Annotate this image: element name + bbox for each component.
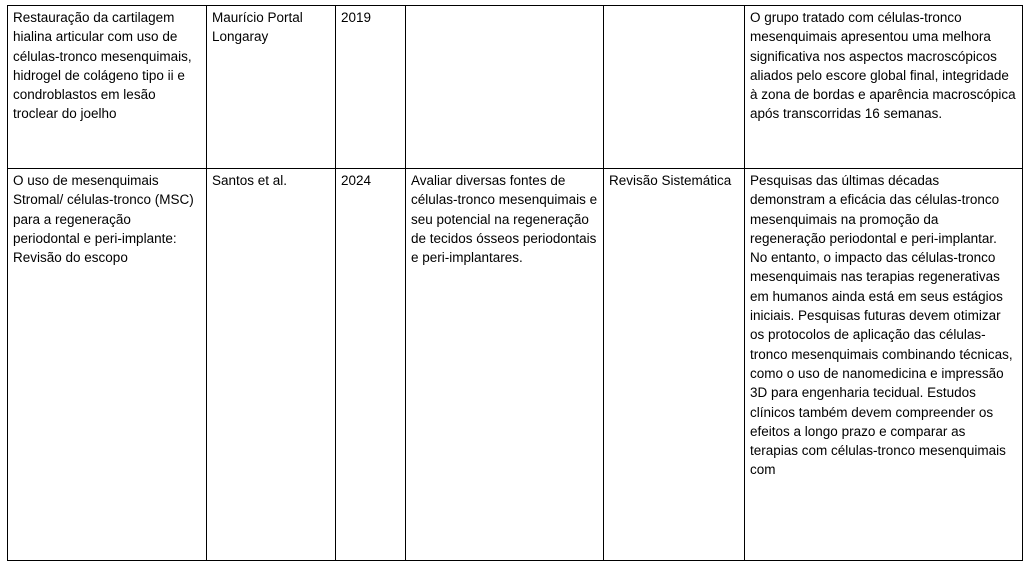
cell-author: Santos et al. bbox=[207, 169, 336, 561]
cell-result: Pesquisas das últimas décadas demonstram a eficácia das células-tronco mesenquimais na promoção da regeneração periodontal e peri-implantar. No entanto, o impacto das células-tronco mesenquimais nas terapias regenerativas em humanos ainda está em seus estágios iniciais. Pesquisas futuras devem otimizar os protocolos de aplicação das células-tronco mesenquimais combinando técnicas, como o uso de nanomedicina e impressão 3D para engenharia tecidual. Estudos clínicos também devem compreender os efeitos a longo prazo e comparar as terapias com células-tronco mesenquimais com bbox=[745, 169, 1023, 561]
cell-title: O uso de mesenquimais Stromal/ células-tronco (MSC) para a regeneração periodontal e peri-implante: Revisão do escopo bbox=[8, 169, 207, 561]
cell-year: 2019 bbox=[336, 6, 406, 169]
cell-author: Maurício Portal Longaray bbox=[207, 6, 336, 169]
cell-objective: Avaliar diversas fontes de células-tronco mesenquimais e seu potencial na regeneração de tecidos ósseos periodontais e peri-implantares. bbox=[406, 169, 604, 561]
cell-objective bbox=[406, 6, 604, 169]
cell-year: 2024 bbox=[336, 169, 406, 561]
table-row bbox=[8, 169, 1023, 561]
cell-title: Restauração da cartilagem hialina articular com uso de células-tronco mesenquimais, hidrogel de colágeno tipo ii e condroblastos em lesão troclear do joelho bbox=[8, 6, 207, 169]
literature-table bbox=[7, 5, 1023, 561]
cell-result: O grupo tratado com células-tronco mesenquimais apresentou uma melhora significativa nos aspectos macroscópicos aliados pelo escore global final, integridade à zona de bordas e aparência macroscópica após transcorridas 16 semanas. bbox=[745, 6, 1023, 169]
table-row bbox=[8, 6, 1023, 169]
cell-method: Revisão Sistemática bbox=[604, 169, 745, 561]
cell-method bbox=[604, 6, 745, 169]
